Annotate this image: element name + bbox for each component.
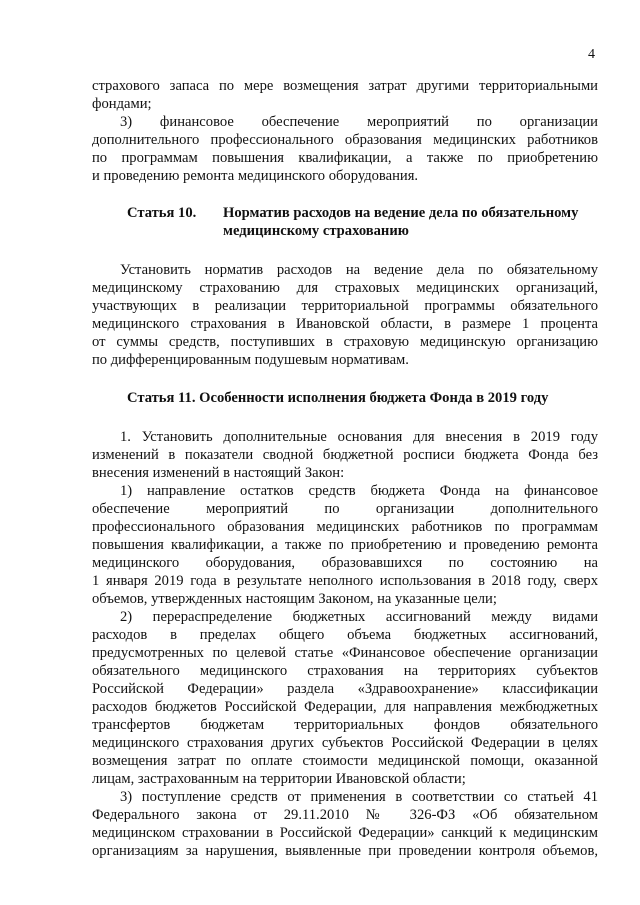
text-line: обеспечение мероприятий по организации дополнительного bbox=[92, 501, 598, 517]
text-line: Установить норматив расходов на ведение дела по обязательному bbox=[120, 262, 598, 278]
text-line: повышения квалификации, а также по приобретению и проведению ремонта bbox=[92, 537, 598, 553]
text-line: медицинскому страхованию для страховых медицинских организаций, bbox=[92, 280, 598, 296]
text-line: обязательного медицинского страхования на территориях субъектов bbox=[92, 663, 598, 679]
text-line: страхового запаса по мере возмещения затрат другими территориальными bbox=[92, 78, 598, 94]
article-10-title-line2: медицинскому страхованию bbox=[223, 223, 409, 239]
article-10-label: Статья 10. bbox=[127, 205, 197, 221]
text-line: объемов, утвержденных настоящим Законом, на указанные цели; bbox=[92, 591, 497, 607]
text-line: трансфертов бюджетам территориальных фондов обязательного bbox=[92, 717, 598, 733]
text-line: 3) финансовое обеспечение мероприятий по организации bbox=[120, 114, 598, 130]
text-line: 1. Установить дополнительные основания для внесения в 2019 году bbox=[120, 429, 598, 445]
text-line: расходов в пределах общего объема бюджетных ассигнований, bbox=[92, 627, 598, 643]
text-line: внесения изменений в настоящий Закон: bbox=[92, 465, 345, 481]
text-line: и проведению ремонта медицинского оборудования. bbox=[92, 168, 419, 184]
text-line: медицинского страхования в Ивановской области, в размере 1 процента bbox=[92, 316, 598, 332]
text-line: дополнительного профессионального образования медицинских работников bbox=[92, 132, 598, 148]
text-line: участвующих в реализации территориальной программы обязательного bbox=[92, 298, 598, 314]
text-line: предусмотренных по целевой статье «Финансовое обеспечение организации bbox=[92, 645, 598, 661]
text-line: по программам повышения квалификации, а также по приобретению bbox=[92, 150, 598, 166]
text-line: организациям за нарушения, выявленные при проведении контроля объемов, bbox=[92, 843, 598, 859]
text-line: лицам, застрахованным на территории Ивановской области; bbox=[92, 771, 466, 787]
text-line: 1 января 2019 года в результате неполного использования в 2018 году, сверх bbox=[92, 573, 598, 589]
text-line: 2) перераспределение бюджетных ассигнований между видами bbox=[120, 609, 598, 625]
text-line: фондами; bbox=[92, 96, 152, 112]
text-line: Федерального закона от 29.11.2010 № 326-ФЗ «Об обязательном bbox=[92, 807, 598, 823]
text-line: по дифференцированным подушевым нормативам. bbox=[92, 352, 409, 368]
text-line: медицинского оборудования, образовавшихся по состоянию на bbox=[92, 555, 598, 571]
text-line: 1) направление остатков средств бюджета Фонда на финансовое bbox=[120, 483, 598, 499]
text-line: медицинском страховании в Российской Федерации» санкций к медицинским bbox=[92, 825, 598, 841]
article-10-title-line1: Норматив расходов на ведение дела по обязательному bbox=[223, 205, 579, 221]
text-line: Российской Федерации» раздела «Здравоохранение» классификации bbox=[92, 681, 598, 697]
text-line: от суммы средств, поступивших в страховую медицинскую организацию bbox=[92, 334, 598, 350]
text-line: расходов бюджетов Российской Федерации, для направления межбюджетных bbox=[92, 699, 598, 715]
text-line: изменений в показатели сводной бюджетной росписи бюджета Фонда без bbox=[92, 447, 598, 463]
text-line: 3) поступление средств от применения в соответствии со статьей 41 bbox=[120, 789, 598, 805]
text-line: возмещения затрат по оплате стоимости медицинской помощи, оказанной bbox=[92, 753, 598, 769]
article-11-heading: Статья 11. Особенности исполнения бюджета Фонда в 2019 году bbox=[127, 390, 549, 406]
text-line: профессионального образования медицинских работников по программам bbox=[92, 519, 598, 535]
text-line: медицинского страхования других субъектов Российской Федерации в целях bbox=[92, 735, 598, 751]
page-number: 4 bbox=[588, 47, 595, 62]
